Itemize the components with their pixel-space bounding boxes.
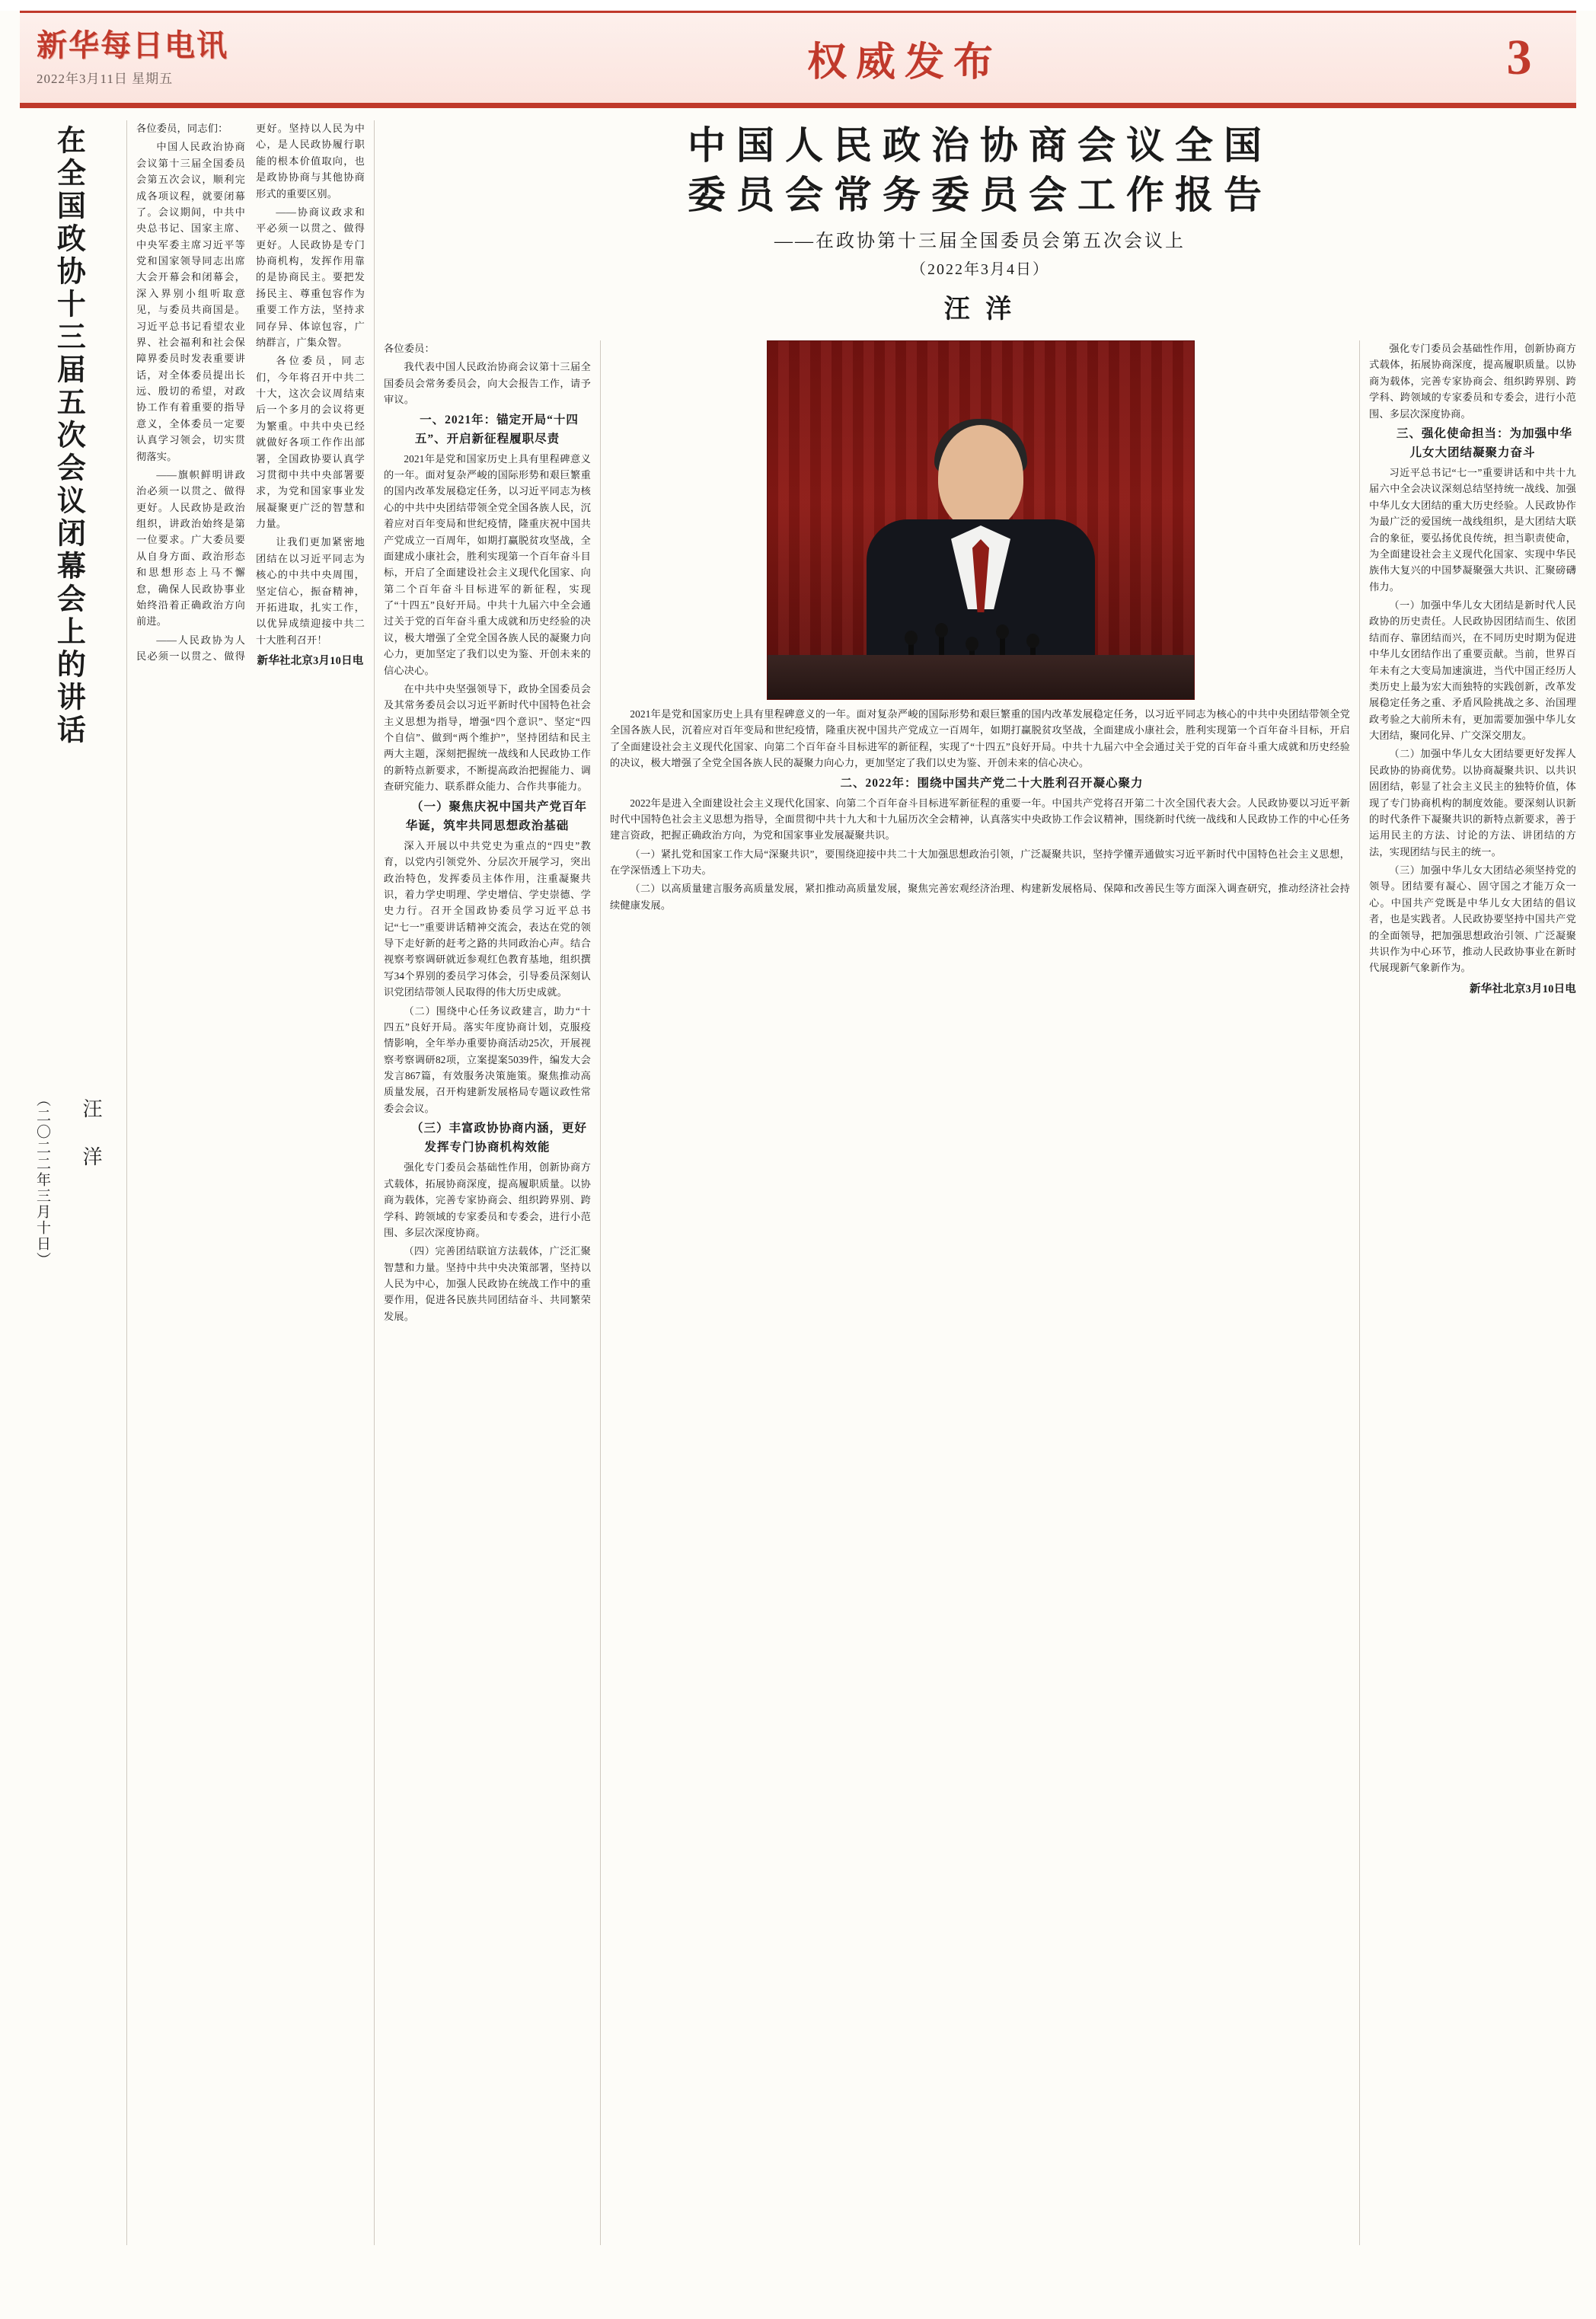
- section-paragraph: （三）加强中华儿女大团结必须坚持党的领导。团结要有凝心、固守国之才能万众一心。中国共产党既是中华儿女大团结的倡议者，也是实践者。人民政协要坚持中国共产党的全面领导，把加强思想政治引领、广泛凝聚共识作为中心环节，推动人民政协事业在新时代展现新气象新作为。: [1369, 864, 1576, 974]
- left-paragraph: ——人民政协为人民必须一以贯之、做得更好。坚持以人民为中心，是人民政协履行职能的根本价值取向，也是政协协商与其他协商形式的重要区别。: [136, 123, 365, 662]
- section-heading: 二、2022年：围绕中国共产党二十大胜利召开凝心聚力: [840, 776, 1144, 790]
- section-heading: 一、2021年：锚定开局“十四五”、开启新征程履职尽责: [414, 413, 579, 446]
- section-paragraph: 2021年是党和国家历史上具有里程碑意义的一年。面对复杂严峻的国际形势和艰巨繁重的国内改革发展稳定任务，以习近平同志为核心的中共中央团结带领全党全国各族人民，沉着应对百年变局和世纪疫情，隆重庆祝中国共产党成立一百周年，如期打赢脱贫攻坚战，全面建成小康社会，胜利实现第一个百年奋斗目标，开启了全面建设社会主义现代化国家、向第二个百年奋斗目标进军的新征程，实现了“十四五”良好开局。中共十九届六中全会通过关于党的百年奋斗重大成就和历史经验的决议，极大增强了全党全国各族人民的凝聚力向心力，更加坚定了我们以史为鉴、开创未来的信心决心。: [610, 708, 1350, 769]
- section-paragraph: 2021年是党和国家历史上具有里程碑意义的一年。面对复杂严峻的国际形势和艰巨繁重的国内改革发展稳定任务，以习近平同志为核心的中共中央团结带领全党全国各族人民，沉着应对百年变局和世纪疫情，隆重庆祝中国共产党成立一百周年，如期打赢脱贫攻坚战，全面建成小康社会，胜利实现第一个百年奋斗目标，开启了全面建设社会主义现代化国家、向第二个百年奋斗目标进军的新征程，实现了“十四五”良好开局。中共十九届六中全会通过关于党的百年奋斗重大成就和历史经验的决议，极大增强了全党全国各族人民的凝聚力向心力，更加坚定了我们以史为鉴、开创未来的信心决心。: [384, 452, 591, 676]
- main-article-author: 汪 洋: [943, 295, 1017, 324]
- section-paragraph: 深入开展以中共党史为重点的“四史”教育，以党内引领党外、分层次开展学习，突出政治特色，发挥委员主体作用，注重凝聚共识，着力学史明理、学史增信、学史崇德、学史力行。召开全国政协委员学习近平总书记“七一”重要讲话精神交流会，表达在党的领导下走好新的赶考之路的共同政治心声。结合视察考察调研就近参观红色教育基地，组织撰写34个界别的委员学习体会，引导委员深刻认识党团结带领人民取得的伟大历史成就。: [384, 839, 591, 998]
- main-article: [384, 120, 1576, 2245]
- column-divider: [374, 120, 375, 2245]
- main-article-columns: [384, 340, 1576, 2245]
- main-article-title-line2: 委员会常务委员会工作报告: [688, 172, 1272, 217]
- section-heading: 三、强化使命担当：为加强中华儿女大团结凝聚力奋斗: [1396, 426, 1572, 459]
- main-article-header: [384, 120, 1576, 325]
- main-article-subtitle: ——在政协第十三届全国委员会第五次会议上: [774, 232, 1186, 251]
- left-paragraph: 各位委员，同志们，今年将召开中共二十大，这次会议周结束后一个多月的会议将更为繁重。中共中央已经就做好各项工作作出部署，全国政协要认真学习贯彻中共中央部署要求，为党和国家事业发展凝聚更广泛的智慧和力量。: [256, 355, 365, 529]
- newspaper-page: [0, 11, 1596, 2319]
- masthead-left: [20, 29, 347, 87]
- article-photo: [767, 340, 1193, 700]
- main-salutation: 各位委员：: [384, 343, 435, 354]
- column-divider: [600, 340, 601, 2245]
- newspaper-logo: 新华每日电讯: [37, 27, 228, 63]
- main-column-1: [384, 340, 591, 2245]
- section-paragraph: （二）围绕中心任务议政建言，助力“十四五”良好开局。落实年度协商计划，克服疫情影响，全年举办重要协商活动25次，开展视察考察调研82项，立案提案5039件，编发大会发言867篇，有效服务决策施策。聚焦推动高质量发展，召开构建新发展格局专题议政性常委会会议。: [384, 1005, 591, 1114]
- section-title: 权威发布: [806, 38, 1002, 85]
- left-paragraph: ——旗帜鲜明讲政治必须一以贯之、做得更好。人民政协是政治组织，讲政治始终是第一位要求。广大委员要从自身方面、政治形态和思想形态上马不懈怠，确保人民政协事业始终沿着正确政治方向前进。: [136, 468, 245, 628]
- main-article-date: （2022年3月4日）: [911, 261, 1049, 278]
- left-article-title: 在全国政协十三届五次会议闭幕会上的讲话: [52, 125, 87, 747]
- left-article-date: （二〇二二年三月十日）: [34, 1092, 50, 1268]
- main-column-2: [610, 340, 1350, 2245]
- masthead-rule: [20, 105, 1576, 108]
- section-paragraph: 强化专门委员会基础性作用，创新协商方式载体，拓展协商深度，提高履职质量。以协商为载体，完善专家协商会、组织跨界别、跨学科、跨领域的专家委员和专委会，进行小范围、多层次深度协商。: [384, 1161, 591, 1238]
- page-content: [20, 120, 1576, 2245]
- column-divider: [1359, 340, 1360, 2245]
- left-paragraph: 让我们更加紧密地团结在以习近平同志为核心的中共中央周围，坚定信心，振奋精神，开拓进取，扎实工作，以优异成绩迎接中共二十大胜利召开！: [256, 536, 365, 646]
- left-salutation: 各位委员，同志们：: [136, 123, 228, 134]
- masthead-center: [347, 30, 1462, 87]
- section-paragraph: （二）以高质量建言服务高质量发展，紧扣推动高质量发展，聚焦完善宏观经济治理、构建新发展格局、保障和改善民生等方面深入调查研究，推动经济社会持续健康发展。: [610, 883, 1350, 911]
- left-paragraph: ——协商议政求和平必须一以贯之、做得更好。人民政协是专门协商机构，发挥作用靠的是协商民主。要把发扬民主、尊重包容作为重要工作方法，坚持求同存异、体谅包容，广纳群言，广集众智。: [256, 206, 365, 348]
- left-article-body: [136, 120, 365, 2245]
- section-paragraph: 强化专门委员会基础性作用，创新协商方式载体，拓展协商深度，提高履职质量。以协商为载体，完善专家协商会、组织跨界别、跨学科、跨领域的专家委员和专委会，进行小范围、多层次深度协商。: [1369, 343, 1576, 420]
- main-dateline: 新华社北京3月10日电: [1470, 982, 1576, 995]
- left-article-author: 汪 洋: [80, 1098, 102, 1169]
- section-paragraph: （一）紧扎党和国家工作大局“深聚共识”，要围绕迎接中共二十大加强思想政治引领，广泛凝聚共识，坚持学懂弄通做实习近平新时代中国特色社会主义思想，在学深悟透上下功夫。: [610, 848, 1350, 877]
- section-paragraph: 习近平总书记“七一”重要讲话和中共十九届六中全会决议深刻总结坚持统一战线、加强中华儿女大团结的重大历史经验。人民政协作为最广泛的爱国统一战线组织，是大团结大联合的象征，要弘扬优良传统，担当职责使命，为全面建设社会主义现代化国家、实现中华民族伟大复兴的中国梦凝聚强大共识、汇聚磅礴伟力。: [1369, 467, 1576, 593]
- left-dateline: 新华社北京3月10日电: [257, 655, 364, 667]
- main-column-3: [1369, 340, 1576, 2245]
- main-article-title-line1: 中国人民政治协商会议全国: [688, 123, 1272, 168]
- section-paragraph: （二）加强中华儿女大团结要更好发挥人民政协的协商优势。以协商凝聚共识、以共识固团结，彰显了社会主义民主的独特价值，体现了专门协商机构的制度效能。要深刻认识新的时代条件下凝聚共识的新特点新要求，善于运用民主的方法、讨论的方法、讲团结的方法，实现团结与民主的统一。: [1369, 748, 1576, 858]
- left-article-headline: [20, 120, 117, 2245]
- publication-date: 2022年3月11日 星期五: [37, 72, 174, 86]
- column-divider: [126, 120, 127, 2245]
- section-paragraph: （四）完善团结联谊方法载体，广泛汇聚智慧和力量。坚持中共中央决策部署，坚持以人民为中心，加强人民政协在统战工作中的重要作用，促进各民族共同团结奋斗、共同繁荣发展。: [384, 1245, 591, 1322]
- masthead: [20, 11, 1576, 105]
- section-paragraph: （一）加强中华儿女大团结是新时代人民政协的历史责任。人民政协因团结而生、依团结而存、靠团结而兴，在不同历史时期为促进中华儿女团结作出了重要贡献。当前，世界百年未有之大变局加速演进，当代中国正经历人类历史上最为宏大而独特的实践创新，改革发展稳定任务之重、矛盾风险挑战之多、治国理政考验之大前所未有，更加需要加强中华儿女大团结，聚同化异、广交深交朋友。: [1369, 599, 1576, 742]
- section-heading: （三）丰富政协协商内涵，更好发挥专门协商机构效能: [410, 1122, 587, 1155]
- left-paragraph: 中国人民政治协商会议第十三届全国委员会第五次会议，顺利完成各项议程，就要闭幕了。会议期间，中共中央总书记、国家主席、中央军委主席习近平等党和国家领导同志出席大会开幕会和闭幕会，深入界别小组听取意见，与委员共商国是。习近平总书记看望农业界、社会福利和社会保障界委员时发表重要讲话，对全体委员提出长远、殷切的希望，对政协工作有着重要的指导意义，全体委员一定要认真学习领会，切实贯彻落实。: [136, 141, 245, 462]
- masthead-right: [1462, 29, 1576, 87]
- page-number: 3: [1506, 30, 1532, 85]
- section-paragraph: 2022年是进入全面建设社会主义现代化国家、向第二个百年奋斗目标进军新征程的重要一年。中国共产党将召开第二十次全国代表大会。人民政协要以习近平新时代中国特色社会主义思想为指导，全面贯彻中共十九大和十九届历次全会精神，认真落实中央政协工作会议精神，围绕新时代统一战线和人民政协工作的中心任务建言资政，把握正确政治方向，为党和国家事业发展凝聚共识。: [610, 797, 1350, 842]
- section-heading: （一）聚焦庆祝中国共产党百年华诞，筑牢共同思想政治基础: [405, 800, 587, 832]
- main-intro: 我代表中国人民政治协商会议第十三届全国委员会常务委员会，向大会报告工作，请予审议。: [384, 361, 591, 406]
- section-paragraph: 在中共中央坚强领导下，政协全国委员会及其常务委员会以习近平新时代中国特色社会主义思想为指导，增强“四个意识”、坚定“四个自信”、做到“两个维护”，坚持团结和民主两大主题，深刻把握统一战线和人民政协工作的新特点新要求，不断提高政治把握能力、调查研究能力、联系群众能力、合作共事能力。: [384, 682, 591, 793]
